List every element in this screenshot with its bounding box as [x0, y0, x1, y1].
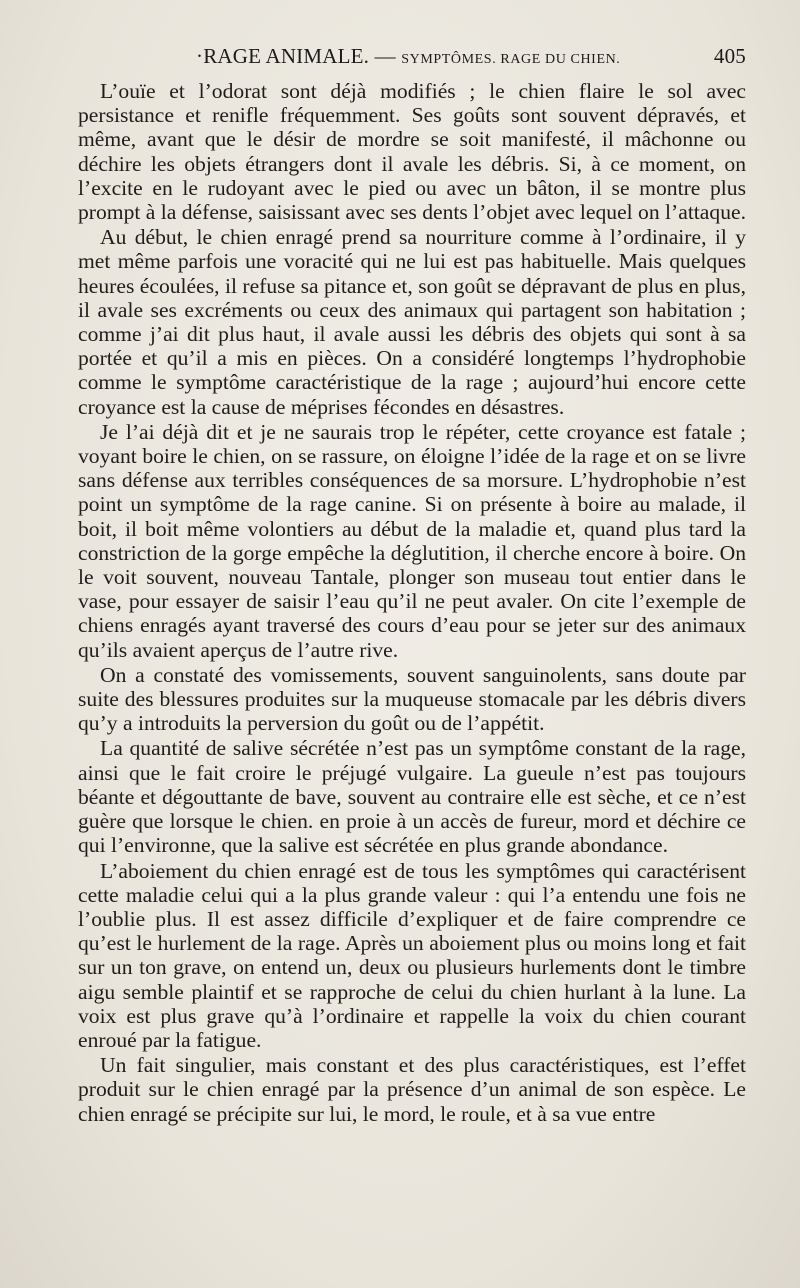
paragraph: L’ouïe et l’odorat sont déjà modifiés ; le chien flaire le sol avec persistance et renifle fréquemment. Ses goûts sont souvent dépravés, et même, avant que le désir de mordre se soit manifesté, il mâchonne ou déchire les objets étrangers dont il avale les débris. Si, à ce moment, on l’excite en le rudoyant avec le pied ou avec un bâton, il se montre plus prompt à la défense, saisissant avec ses dents l’objet avec lequel on l’attaque. — [78, 79, 746, 225]
paragraph: Je l’ai déjà dit et je ne saurais trop le répéter, cette croyance est fatale ; voyant boire le chien, on se rassure, on éloigne l’idée de la rage et on se livre sans défense aux terribles conséquences de sa morsure. L’hydrophobie n’est point un symptôme de la rage canine. Si on présente à boire au malade, il boit, il boit même volontiers au début de la maladie et, quand plus tard la constriction de la gorge empêche la déglutition, il cherche encore à boire. On le voit souvent, nouveau Tantale, plonger son museau tout entier dans le vase, pour essayer de saisir l’eau qu’il ne peut avaler. On cite l’exemple de chiens enragés ayant traversé des cours d’eau pour se jeter sur des animaux qu’ils avaient aperçus de l’autre rive. — [78, 419, 746, 662]
running-head — [196, 44, 620, 69]
paragraph: La quantité de salive sécrétée n’est pas un symptôme constant de la rage, ainsi que le fait croire le préjugé vulgaire. La gueule n’est pas toujours béante et dégouttante de bave, souvent au contraire elle est sèche, et ce n’est guère que lorsque le chien. en proie à un accès de fureur, mord et déchire ce qui l’environne, que la salive est sécrétée en plus grande abondance. — [78, 736, 746, 858]
paragraph: L’aboiement du chien enragé est de tous les symptômes qui caractérisent cette maladie celui qui a la plus grande valeur : qui l’a entendu une fois ne l’oublie plus. Il est assez difficile d’expliquer et de faire comprendre ce qu’est le hurlement de la rage. Après un aboiement plus ou moins long et fait sur un ton grave, on entend un, deux ou plusieurs hurlements dont le timbre aigu semble plaintif et se rapproche de celui du chien hurlant à la lune. La voix est plus grave qu’à l’ordinaire et rappelle la voix du chien courant enroué par la fatigue. — [78, 858, 746, 1052]
body-text — [78, 79, 746, 1126]
running-head-subtitle: SYMPTÔMES. RAGE DU CHIEN. — [401, 52, 621, 67]
paragraph: Un fait singulier, mais constant et des plus caractéristiques, est l’effet produit sur le chien enragé par la présence d’un animal de son espèce. Le chien enragé se précipite sur lui, le mord, le roule, et à sa vue entre — [78, 1053, 746, 1126]
page-number: 405 — [713, 44, 746, 68]
running-head-title: ·RAGE ANIMALE. — — [196, 44, 402, 68]
page-header — [78, 44, 746, 74]
paragraph: On a constaté des vomissements, souvent sanguinolents, sans doute par suite des blessures produites sur la muqueuse stomacale par les débris divers qu’y a introduits la perversion du goût ou de l’appétit. — [78, 662, 746, 736]
paragraph: Au début, le chien enragé prend sa nourriture comme à l’ordinaire, il y met même parfois une voracité qui ne lui est pas habituelle. Mais quelques heures écoulées, il refuse sa pitance et, son goût se dépravant de plus en plus, il avale ses excréments ou ceux des animaux qui partagent son habitation ; comme j’ai dit plus haut, il avale aussi les débris des objets qui sont à sa portée et qu’il a mis en pièces. On a considéré longtemps l’hydrophobie comme le symptôme caractéristique de la rage ; aujourd’hui encore cette croyance est la cause de méprises fécondes en désastres. — [78, 225, 746, 419]
